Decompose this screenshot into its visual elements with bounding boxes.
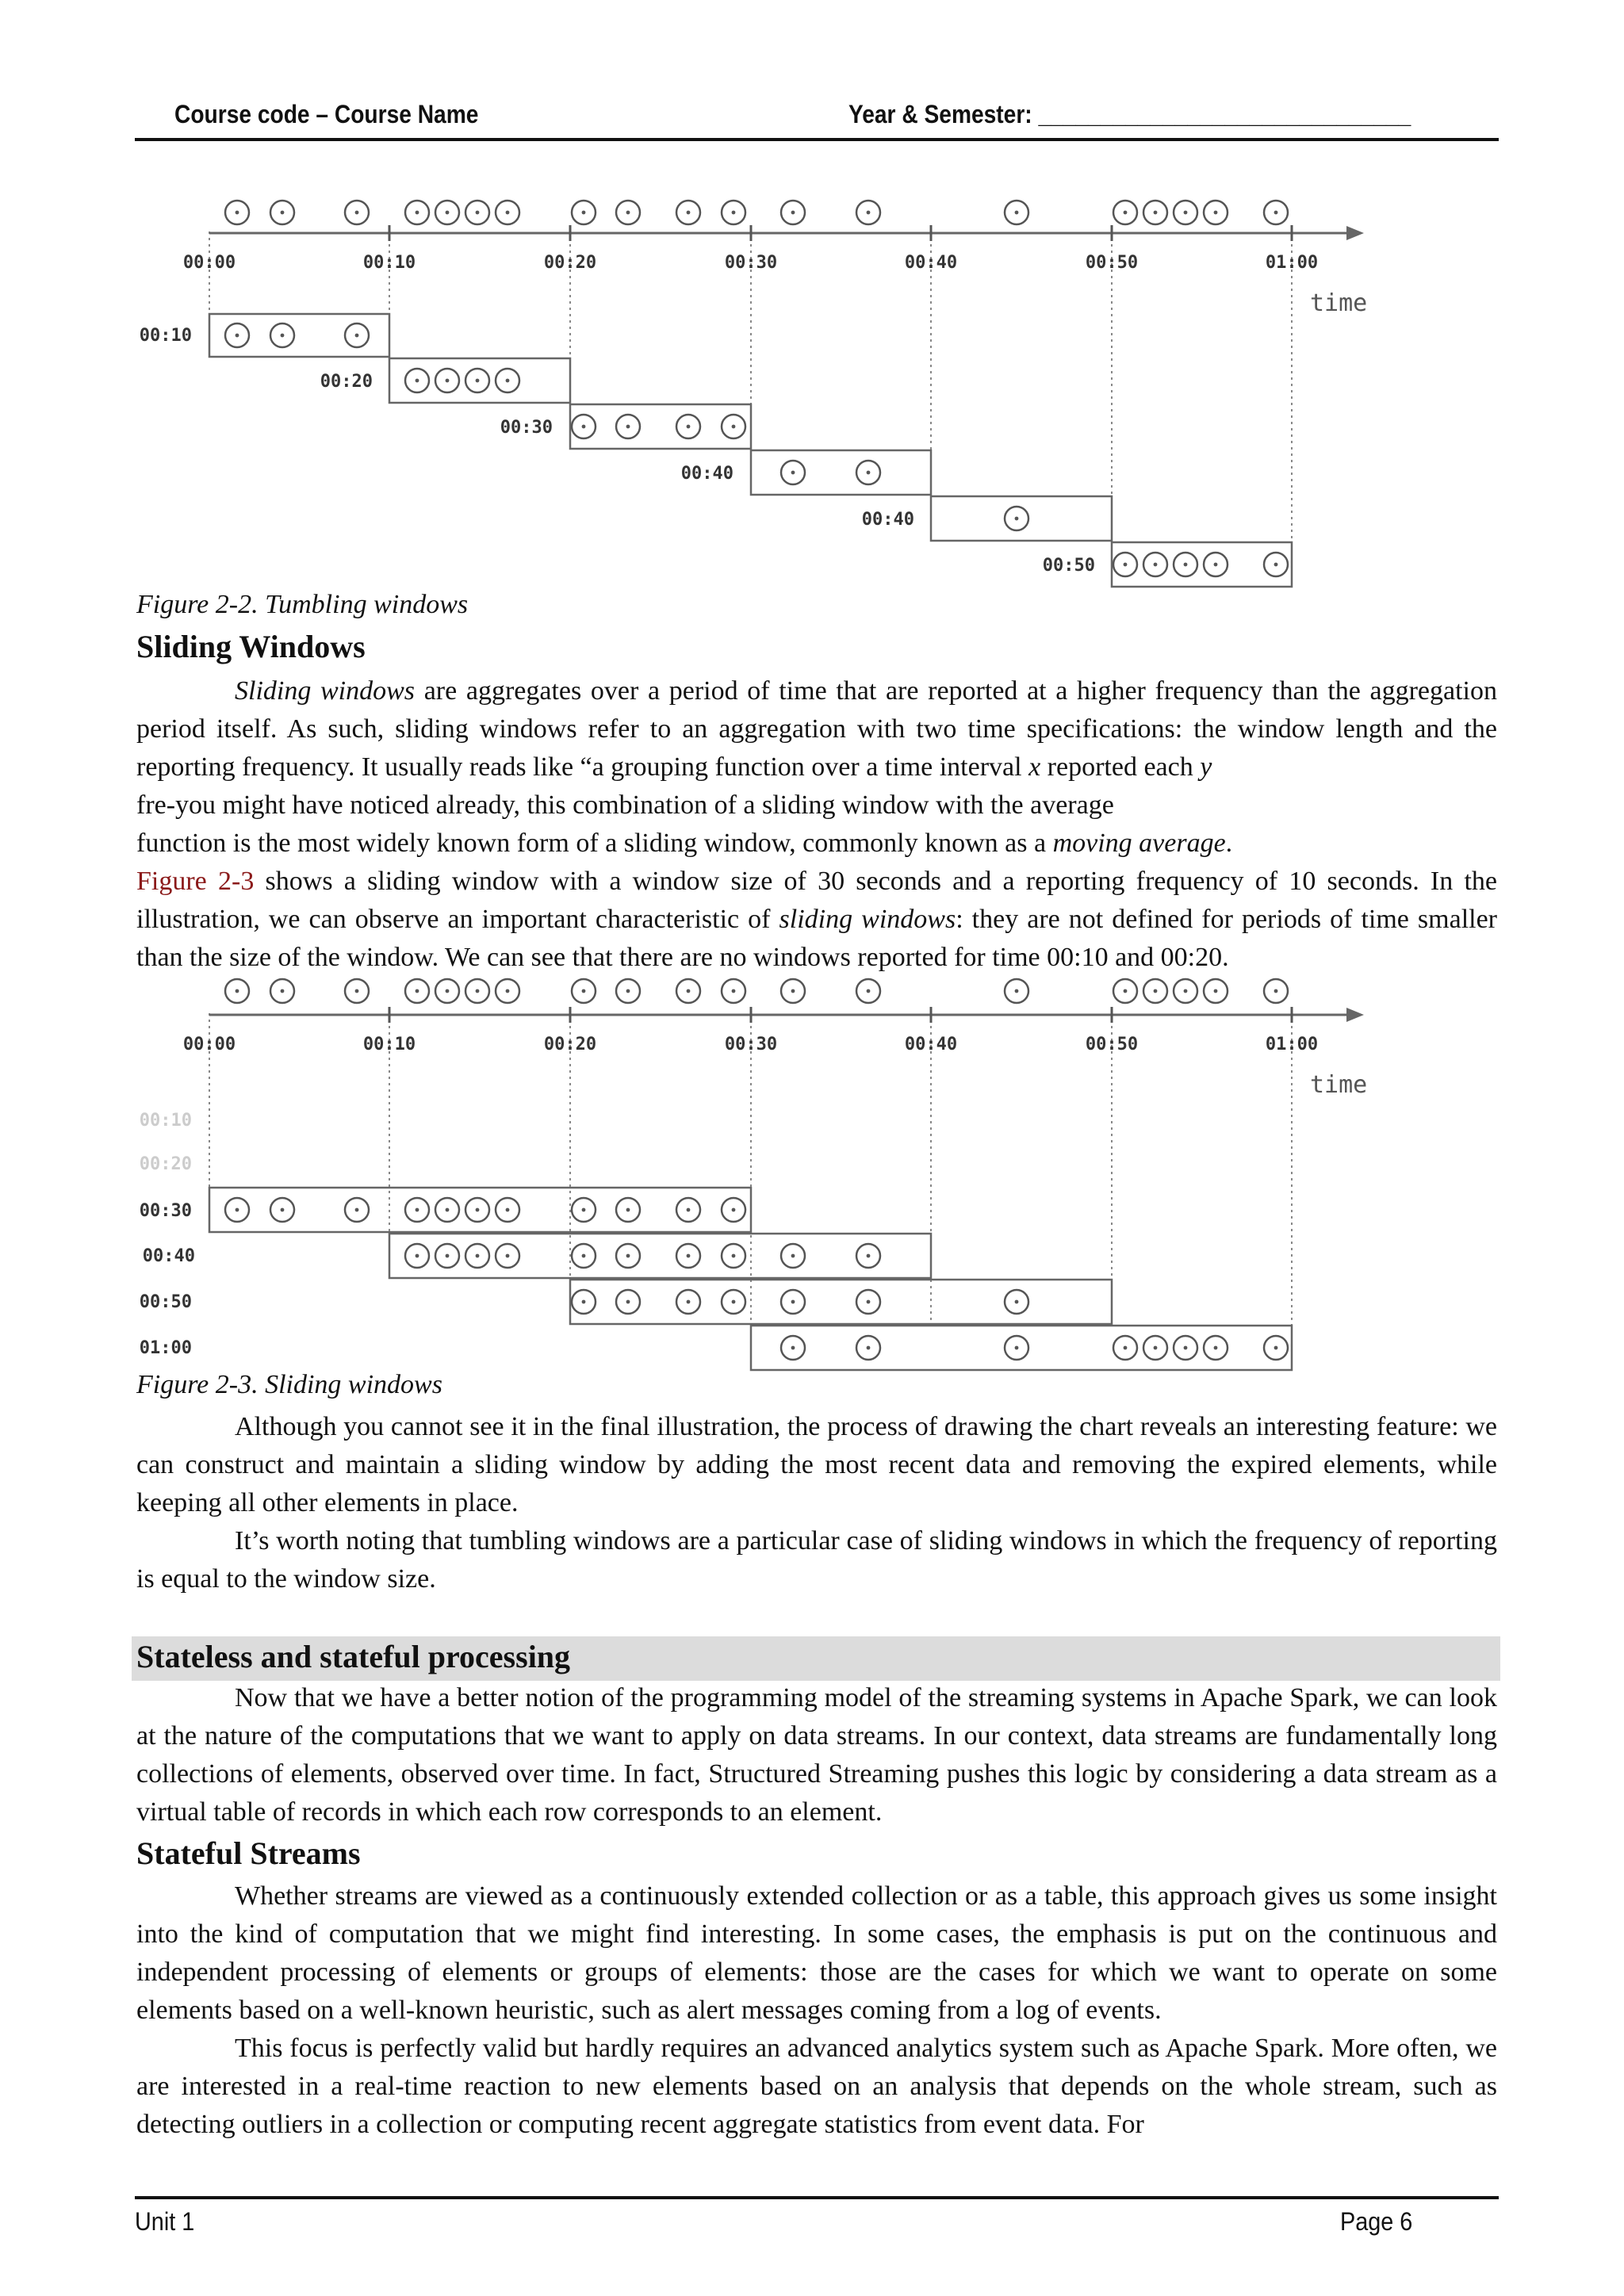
year-semester-field: Year & Semester: ______________________________ bbox=[848, 100, 1411, 128]
emphasis: moving average bbox=[1052, 828, 1226, 858]
window-labels bbox=[140, 1201, 195, 1358]
paragraph-text: : they are not defined for periods of time smaller than the size of the window. We can see that there are no windows reported for time 00:10 and 00:20. bbox=[136, 905, 1498, 972]
window-label: 00:40 bbox=[861, 510, 914, 530]
figure-reference-link[interactable]: Figure 2-3 bbox=[136, 867, 255, 896]
window-label: 00:30 bbox=[500, 418, 553, 438]
tick-label: 00:20 bbox=[543, 1035, 597, 1054]
window-label: 00:20 bbox=[320, 372, 373, 392]
tick-labels bbox=[183, 253, 1318, 273]
sliding-windows-body bbox=[136, 672, 1497, 977]
emphasis: Sliding windows bbox=[235, 676, 416, 706]
window-label: 00:10 bbox=[139, 326, 192, 346]
tick-label: 00:30 bbox=[724, 253, 778, 273]
tick-label: 00:30 bbox=[724, 1035, 778, 1054]
paragraph-text: are aggregates over a period of time that are reported at a higher frequency than the aggregation period itself. As such, sliding windows refer to an aggregation with two time specifications: the window length and the reporting frequency. It usually reads like “a grouping function over a time interval bbox=[136, 676, 1497, 782]
figure-caption: Figure 2-3. Sliding windows bbox=[136, 1370, 442, 1399]
paragraph-text: fre-you might have noticed already, this combination of a sliding window with the average bbox=[136, 790, 1114, 820]
tick-label: 00:40 bbox=[904, 1035, 958, 1054]
paragraph-text: Whether streams are viewed as a continuously extended collection or as a table, this approach gives us some insight into the kind of computation that we might find interesting. In some cases, the emphasis is put on the continuous and independent processing of elements or groups of elements: those are the cases for which we want to operate on some elements based on a well-known heuristic, such as alert messages coming from a log of events. bbox=[136, 1881, 1497, 2025]
paragraph-text: Although you cannot see it in the final illustration, the process of drawing the chart reveals an interesting feature: we can construct and maintain a sliding window by adding the most recent data and removing the expired elements, while keeping all other elements in place. bbox=[136, 1412, 1497, 1517]
window-label: 00:30 bbox=[139, 1201, 192, 1221]
course-title: Course code – Course Name bbox=[174, 100, 479, 128]
tick-label: 01:00 bbox=[1265, 1035, 1319, 1054]
paragraph-text: Now that we have a better notion of the programming model of the streaming systems in Apache Spark, we can look at the nature of the computations that we want to apply on data streams. In our context, data streams are fundamentally long collections of elements, observed over time. In fact, Structured Streaming pushes this logic by considering a data stream as a virtual table of records in which each row corresponds to an element. bbox=[136, 1683, 1497, 1827]
faded-window-label: 00:20 bbox=[139, 1154, 192, 1174]
axis-events bbox=[225, 979, 1288, 1003]
tick-label: 00:00 bbox=[182, 1035, 236, 1054]
page-header bbox=[135, 97, 1499, 141]
unit-label: Unit 1 bbox=[135, 2207, 195, 2236]
paragraph-text: It’s worth noting that tumbling windows are a particular case of sliding windows in which the frequency of reporting is equal to the window size. bbox=[136, 1526, 1497, 1594]
section-heading: Stateful Streams bbox=[136, 1835, 361, 1871]
window-label: 00:50 bbox=[1042, 556, 1095, 576]
window-label: 00:40 bbox=[680, 464, 733, 484]
paragraph-text: This focus is perfectly valid but hardly requires an advanced analytics system such as Apache Spark. More often, we are interested in a real-time reaction to new elements based on an analysis that depends on the whole stream, such as detecting outliers in a collection or computing recent aggregate statistics from event data. For bbox=[136, 2034, 1497, 2139]
tick-label: 00:40 bbox=[904, 253, 958, 273]
sliding-windows-figure bbox=[127, 966, 1411, 1378]
emphasis: sliding windows bbox=[779, 905, 956, 934]
axis-events bbox=[225, 201, 1288, 224]
window-label: 01:00 bbox=[139, 1338, 192, 1358]
window-label: 00:50 bbox=[139, 1292, 192, 1312]
stateless-stateful-body bbox=[136, 1679, 1497, 1831]
faded-window-labels bbox=[140, 1111, 192, 1174]
page-footer bbox=[135, 2196, 1499, 2236]
window-labels bbox=[140, 326, 1095, 576]
figure-caption: Figure 2-2. Tumbling windows bbox=[136, 590, 469, 619]
tick-label: 00:50 bbox=[1085, 253, 1139, 273]
emphasis: y bbox=[1200, 752, 1212, 782]
tick-label: 00:10 bbox=[362, 253, 416, 273]
after-figure-body bbox=[136, 1408, 1497, 1598]
paragraph-text: reported each bbox=[1040, 752, 1201, 782]
tick-label: 00:50 bbox=[1085, 1035, 1139, 1054]
page-number: Page 6 bbox=[1340, 2207, 1413, 2236]
tick-label: 00:00 bbox=[182, 253, 236, 273]
stateful-streams-body bbox=[136, 1877, 1497, 2144]
axis-label: time bbox=[1310, 1071, 1368, 1099]
section-heading: Sliding Windows bbox=[136, 629, 366, 664]
emphasis: x bbox=[1028, 752, 1041, 782]
axis-label: time bbox=[1310, 289, 1368, 317]
tick-label: 00:10 bbox=[362, 1035, 416, 1054]
paragraph-text: shows a sliding window with a window size of 30 seconds and a reporting frequency of 10 seconds. In the illustration, we can observe an important characteristic of bbox=[136, 867, 1498, 934]
tick-labels bbox=[183, 1035, 1318, 1054]
paragraph-text: function is the most widely known form of a sliding window, commonly known as a bbox=[136, 828, 1053, 858]
section-heading: Stateless and stateful processing bbox=[136, 1639, 571, 1674]
tumbling-windows-figure bbox=[127, 184, 1411, 596]
faded-window-label: 00:10 bbox=[139, 1111, 192, 1131]
paragraph-text: . bbox=[1225, 828, 1233, 858]
window-label: 00:40 bbox=[142, 1246, 195, 1266]
tick-label: 00:20 bbox=[543, 253, 597, 273]
tick-label: 01:00 bbox=[1265, 253, 1319, 273]
